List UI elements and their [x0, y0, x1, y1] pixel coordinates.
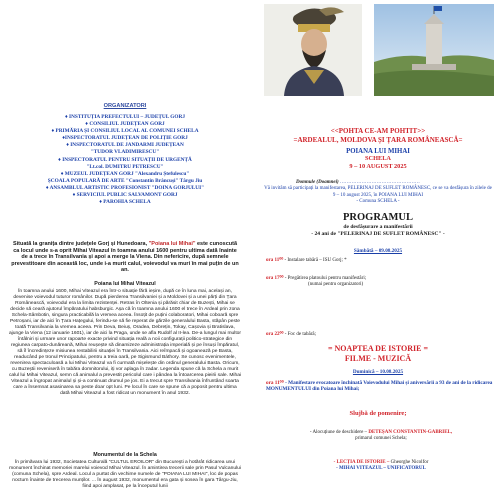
section-title-monument: Monumentul de la Schela — [93, 452, 157, 458]
monument-photo-image — [374, 4, 494, 96]
speech-speaker: DETEȘAN CONSTANTIN-GABRIEL, — [368, 430, 453, 435]
invite-name-blank: ………………………………………… — [339, 180, 420, 185]
section-text-poiana: În toamna anului 1600, Mihai Viteazul era într-o situație fără ieșire, după ce în luna mai, același an, devenise voievodul tuturor românilor. După pierderea Transilvaniei și a Moldovei și a unei părți din Țara Românească, voievodul era la limita rezistenței. Retras în Oltenia și părăsit chiar de Buzești, Mihai se decide să ceară ajutorul împăratului habsburgic. Așa că în toamna anului 1600 el trece în Ardeal prin zona Schela-Sâmbotin, singura practicabilă la vremea aceea. Însoțit de puțini colaboratori, Mihai coboară spre Petroșani, iar de aici în Țara Hațegului, ferindu-se să fie reperat de gărzile generalului Basta, stăpân peste toată Transilvania la vremea aceea. Prin Deva, Beiuș, Oradea, Debrețin, Tokay, Cașovia și Bratislava, ajunge la Viena (12 ianuarie 1601), iar de aici la Praga, unde se afla Rudolf al II-lea. De-a lungul mai multor întâlniri și urmare unor rapoarte exacte privind situația reală a noii configurații politico-strategice din regiunea carpato-dunăreană, Mihai reușește să dinamizeze administrația imperială și pe însuși împăratul, să îl încredințeze misiunea restabilirii situației în Transilvania. Aici reîmpacă și ogoanează pe Basta, readucând pe tronul Principatului, pentru a treia oară, pe Sigismund Báthory. Se cunosc evenimentele, revenirea spectaculoasă a lui Mihai Viteazul va fi curmată mișelește din ordinul generalului Basta. Oricum, cu Buzeștii reveniseră în tabăra domnitorului, iți vor aplaga în zadar. Legenda spune că la Schela a murit calul lui Mihai Viteazul, semn că animalul a prevestit pericolul care i pândea la întoarcerea pieirii sale. Mihai Viteazul a îngropat animalul și și-a continuat drumul pe jos. Ei a trecut spre Transilvania înfruntând soarta care a însemnat asasinarea sa peste doar opt luni. Pe locul în care se spune că a poposit pentru ultima dată Mihai Viteazul a fost ridicat un monument în anul 1932. — [8, 289, 242, 396]
day1-heading: Sâmbătă – 09.08.2025 — [353, 248, 403, 254]
program-subtitle-1: de desfășurare a manifestării — [343, 224, 413, 230]
intro-highlight: "Poiana lui Mihai" — [148, 241, 196, 247]
organizer-item: "Lt.col. DUMITRU PETRESCU" — [86, 163, 164, 170]
organizer-item: ♦ PAROHIA SCHELA — [99, 199, 151, 206]
day2-heading: Duminică – 10.08.2025 — [352, 369, 404, 375]
voivode-portrait-image — [264, 4, 362, 96]
history-night-block — [256, 344, 500, 364]
motto-line-2: =ARDEALUL, MOLDOVA ȘI ȚARA ROMÂNEASCĂ= — [293, 136, 463, 144]
lesson-title: - LECȚIA DE ISTORIE – — [333, 460, 390, 465]
schedule-time: ora 17⁰⁰ — [266, 276, 284, 281]
program-subtitle-2: - 24 ani de "PELERINAJ DE SUFLET ROMÂNESC" - — [311, 230, 445, 237]
event-place: POIANA LUI MIHAI — [346, 148, 410, 155]
speech-role: primarul comunei Schela; — [355, 436, 407, 442]
schedule-time: ora 11⁰⁰ — [266, 258, 284, 263]
organizer-item: ♦ INSTITUȚIA PREFECTULUI – JUDEȚUL GORJ — [65, 114, 185, 120]
schedule-text: - Foc de tabără; — [284, 332, 316, 337]
commemoration-time: ora 11⁰⁰ — [266, 380, 284, 386]
organizer-item: ♦ CONSILIUL JUDEȚEAN GORJ — [85, 121, 165, 128]
schedule-text: - Pregătirea platoului pentru manifestări; — [284, 276, 367, 281]
event-dates: 9 – 10 AUGUST 2025 — [349, 162, 407, 170]
organizer-item: ♦ MUZEUL JUDEȚEAN GORJ "Alexandru Ștefulescu" — [60, 170, 190, 177]
organizer-item: ȘCOALA POPULARĂ DE ARTE "Constantin Brâncuși" Târgu Jiu — [47, 177, 203, 184]
invite-signature: - Comuna SCHELA - — [356, 198, 400, 204]
schedule-item — [266, 332, 496, 338]
motto-block — [256, 127, 500, 145]
organizers-list — [0, 114, 250, 206]
event-commune: SCHELA — [365, 155, 391, 163]
history-lesson — [266, 460, 496, 473]
intro-paragraph — [10, 241, 240, 274]
speech-label: - Alocuțiune de deschidere – — [309, 430, 368, 435]
invite-text: Vă invităm să participați la manifestarea, PELERINAJ DE SUFLET ROMÂNESC, ce se va desfășura în zilele de 9 – 10 august 2025, în POIANA LUI MIHAI — [264, 186, 492, 198]
section-text-monument: În primăvara lui 1932, Societatea Culturală "CULTUL EROILOR" din București a hotărât ridicarea unui monument închinat memoriei marelui voievod Mihai Viteazul. În amintirea trecerii sale prin Pasul Vulcanului (comuna Schela), spre Ardeal. Locul a purtat din vechime numele de "POIANA LUI MIHAI", loc de popas nocturn înainte de trecerea munților. ... În august 1932, monumentul era gata și sosea în gara Târgu-Jiu, fiind apoi amplasat, pe la începutul lunii — [9, 460, 241, 489]
history-line-1: = NOAPTEA DE ISTORIE = — [327, 344, 429, 353]
commemoration-place: din Poiana lui Mihai; — [310, 386, 360, 393]
lesson-topic: - MIHAI VITEAZUL – UNIFICATORUL — [336, 466, 426, 472]
schedule-time: ora 22⁰⁰ — [266, 332, 284, 337]
intro-text-start: Situată la granița dintre județele Gorj și Hunedoara, — [12, 241, 149, 247]
schedule-subtext: (numai pentru organizatori) — [308, 282, 364, 288]
organizer-item: ♦ ANSAMBLUL ARTISTIC PROFESIONIST "DOINA GORJULUI" — [45, 184, 205, 191]
motto-line-1: <<POHTA CE-AM POHTIT>> — [330, 127, 426, 135]
organizer-item: ♦ INSPECTORATUL DE JANDARMI JUDEȚEAN — [66, 142, 184, 149]
commemoration-text: - Manifestare evocatoare închinată Voievodului Mihai și aniversării a 93 de ani de la ridicarea — [283, 380, 493, 386]
event-header — [256, 148, 500, 170]
lesson-speaker: Gheorghe Nicolfor — [390, 460, 429, 465]
section-title-poiana: Poiana lui Mihai Viteazul — [94, 281, 156, 287]
invitation-block — [256, 180, 500, 205]
organizer-item: ♦ SERVICIUL PUBLIC SALVAMONT GORJ — [72, 192, 178, 199]
organizer-item: "TUDOR VLADIMIRESCU" — [90, 149, 160, 156]
schedule-item — [266, 276, 496, 288]
schedule-text: - Instalare tabără – ISU Gorj; * — [284, 258, 347, 263]
opening-speech — [266, 430, 496, 443]
program-title: PROGRAMUL — [343, 212, 413, 223]
commemoration-monument: MONUMENTULUI — [266, 386, 311, 393]
intro-text-end: este cunoscută ca locul unde s-a oprit Mihai Viteazul în toamna anului 1600 pentru ultima dată înainte de a trece în Transilvania și apoi a merge la Viena. Din nefericire, după semnele prevestitoare din această loc, unde i-a murit calul, voievodul va muri în mai puțin de un an. — [11, 241, 239, 274]
organizer-item: ♦ INSPECTORATUL PENTRU SITUAȚII DE URGENȚĂ — [58, 156, 192, 163]
history-line-2: FILME - MUZICĂ — [344, 354, 412, 363]
program-subtitle — [256, 224, 500, 237]
organizer-item: ♦INSPECTORATUL JUDEȚEAN DE POLIȚIE GORJ — [62, 135, 188, 142]
organizers-title: ORGANIZATORI — [103, 103, 147, 109]
schedule-item — [266, 258, 496, 264]
memorial-service: Slujbă de pomenire; — [349, 410, 407, 417]
right-column — [256, 0, 500, 500]
organizer-item: ♦ PRIMĂRIA ȘI CONSILIUL LOCAL AL COMUNEI SCHELA — [51, 128, 199, 135]
commemoration-item — [266, 380, 496, 393]
invite-salutation: Domnule (Doamnei) — [296, 180, 339, 185]
